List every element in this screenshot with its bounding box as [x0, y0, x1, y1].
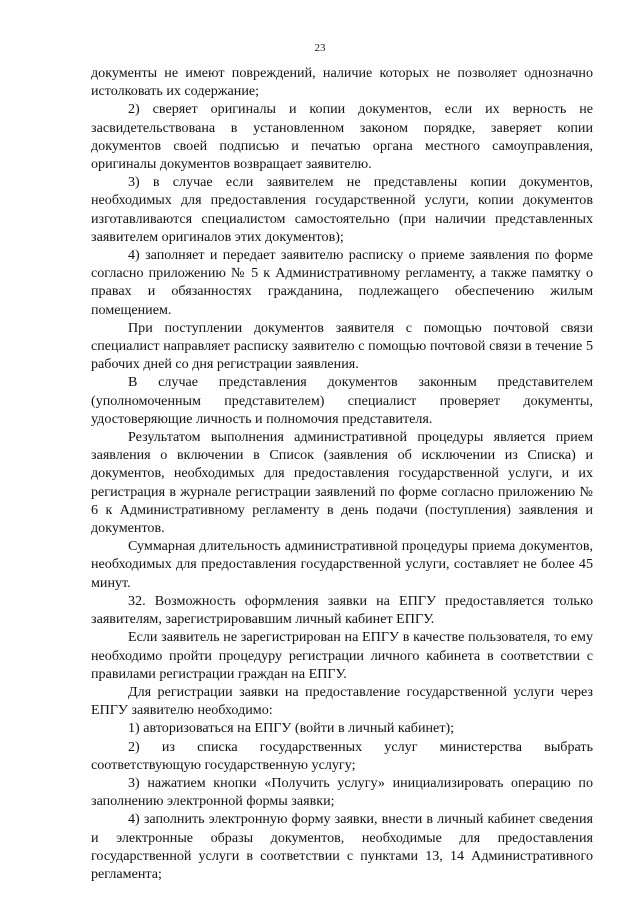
paragraph-6: В случае представления документов законным представителем (уполномоченным представителем) специалист проверяет документы, удостоверяющие личность и полномочия представителя. [91, 374, 593, 427]
paragraph-4: 4) заполняет и передает заявителю расписку о приеме заявления по форме согласно приложению № 5 к Административному регламенту, а также памятку о правах и обязанностях гражданина, подлежащего обеспечению жилым помещением. [91, 247, 593, 318]
paragraph-14: 3) нажатием кнопки «Получить услугу» инициализировать операцию по заполнению электронной формы заявки; [91, 774, 593, 810]
paragraph-1: документы не имеют повреждений, наличие которых не позволяет однозначно истолковать их содержание; [91, 65, 593, 100]
paragraph-15: 4) заполнить электронную форму заявки, внести в личный кабинет сведения и электронные образы документов, необходимые для предоставления государственной услуги в соответствии с пунктами 13, 14 Административного регламента; [91, 811, 593, 882]
paragraph-8: Суммарная длительность административной процедуры приема документов, необходимых для предоставления государственной услуги, составляет не более 45 минут. [91, 538, 593, 591]
body-text [91, 64, 593, 883]
paragraph-3: 3) в случае если заявителем не представлены копии документов, необходимых для предоставления государственной услуги, копии документов изготавливаются специалистом самостоятельно (при наличии представленных заявителем оригиналов этих документов); [91, 174, 593, 245]
page-number: 23 [314, 42, 326, 54]
paragraph-11: Для регистрации заявки на предоставление государственной услуги через ЕПГУ заявителю необходимо: [91, 683, 593, 719]
paragraph-9: 32. Возможность оформления заявки на ЕПГУ предоставляется только заявителям, зарегистрировавшим личный кабинет ЕПГУ. [91, 592, 593, 628]
paragraph-5: При поступлении документов заявителя с помощью почтовой связи специалист направляет расписку заявителю с помощью почтовой связи в течение 5 рабочих дней со дня регистрации заявления. [91, 319, 593, 373]
paragraph-10: Если заявитель не зарегистрирован на ЕПГУ в качестве пользователя, то ему необходимо пройти процедуру регистрации личного кабинета в соответствии с правилами регистрации граждан на ЕПГУ. [91, 629, 593, 682]
paragraph-7: Результатом выполнения административной процедуры является прием заявления о включении в Список (заявления об исключении из Списка) и документов, необходимых для предоставления государственной услуги, и их регистрация в журнале регистрации заявлений по форме согласно приложению № 6 к Административному регламенту в день подачи (поступления) заявления и документов. [91, 429, 593, 537]
paragraph-13: 2) из списка государственных услуг министерства выбрать соответствующую государственную услугу; [91, 738, 593, 773]
paragraph-2: 2) сверяет оригиналы и копии документов, если их верность не засвидетельствована в установленном законом порядке, заверяет копии документов своей подписью и печатью органа местного самоуправления, оригиналы документов возвращает заявителю. [91, 101, 593, 173]
paragraph-12: 1) авторизоваться на ЕПГУ (войти в личный кабинет); [128, 720, 455, 737]
